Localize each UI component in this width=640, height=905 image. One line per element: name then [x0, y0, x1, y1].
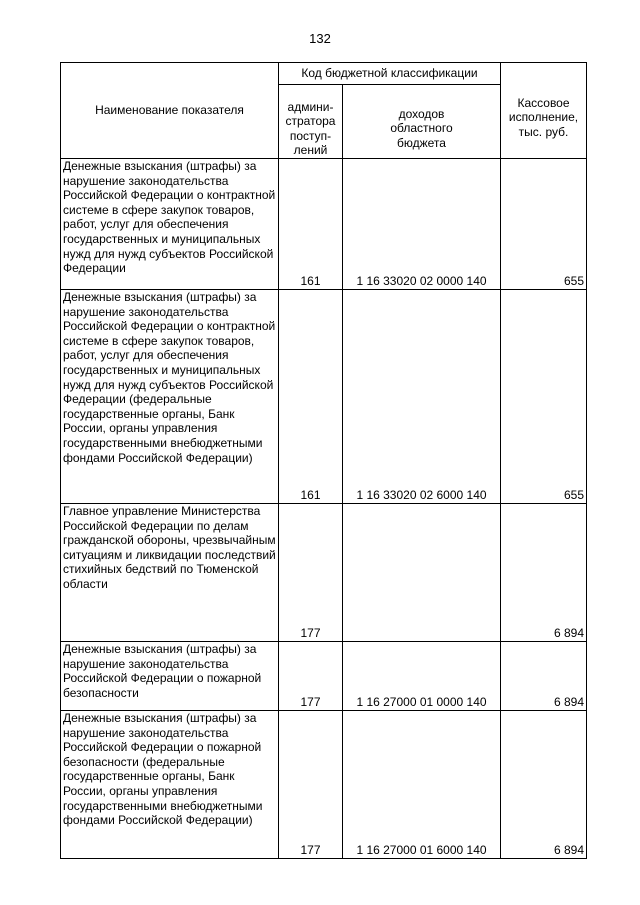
row-income-code: 1 16 27000 01 6000 140: [343, 710, 501, 858]
row-name: Денежные взыскания (штрафы) за нарушение законодательства Российской Федерации о контрактной системе в сфере закупок товаров, работ, услуг для обеспечения государственных и муниципальных нужд для нужд субъектов Российской Федерации: [61, 158, 279, 289]
row-admin-code: 177: [279, 710, 343, 858]
row-income-code: 1 16 33020 02 0000 140: [343, 158, 501, 289]
row-income-code: 1 16 33020 02 6000 140: [343, 289, 501, 503]
row-income-code: 1 16 27000 01 0000 140: [343, 641, 501, 710]
row-admin-code: 161: [279, 289, 343, 503]
row-admin-code: 161: [279, 158, 343, 289]
row-amount: 655: [501, 158, 587, 289]
row-admin-code: 177: [279, 641, 343, 710]
header-classification: Код бюджетной классификации: [279, 63, 501, 85]
row-amount: 655: [501, 289, 587, 503]
row-admin-code: 177: [279, 503, 343, 641]
header-row-top: [61, 63, 587, 85]
row-name: Главное управление Министерства Российской Федерации по делам гражданской обороны, чрезвычайным ситуациям и ликвидации последствий стихийных бедствий по Тюменской области: [61, 503, 279, 641]
header-admin: админи- стратора поступ- лений: [279, 85, 343, 159]
budget-table: [60, 62, 587, 859]
table-row: [61, 710, 587, 858]
row-income-code: [343, 503, 501, 641]
header-amount: Кассовое исполнение, тыс. руб.: [501, 63, 587, 159]
table-row: [61, 641, 587, 710]
row-name: Денежные взыскания (штрафы) за нарушение законодательства Российской Федерации о пожарной безопасности (федеральные государственные органы, Банк России, органы управления государственными внебюджетными фондами Российской Федерации): [61, 710, 279, 858]
table-row: [61, 158, 587, 289]
row-amount: 6 894: [501, 503, 587, 641]
page-number: 132: [309, 31, 331, 46]
row-amount: 6 894: [501, 641, 587, 710]
row-name: Денежные взыскания (штрафы) за нарушение законодательства Российской Федерации о контрактной системе в сфере закупок товаров, работ, услуг для обеспечения государственных и муниципальных нужд для нужд субъектов Российской Федерации (федеральные государственные органы, Банк России, органы управления государственными внебюджетными фондами Российской Федерации): [61, 289, 279, 503]
row-amount: 6 894: [501, 710, 587, 858]
table-row: [61, 289, 587, 503]
table-row-section: [61, 503, 587, 641]
header-name: Наименование показателя: [61, 63, 279, 159]
header-income: доходов областного бюджета: [343, 85, 501, 159]
row-name: Денежные взыскания (штрафы) за нарушение законодательства Российской Федерации о пожарной безопасности: [61, 641, 279, 710]
